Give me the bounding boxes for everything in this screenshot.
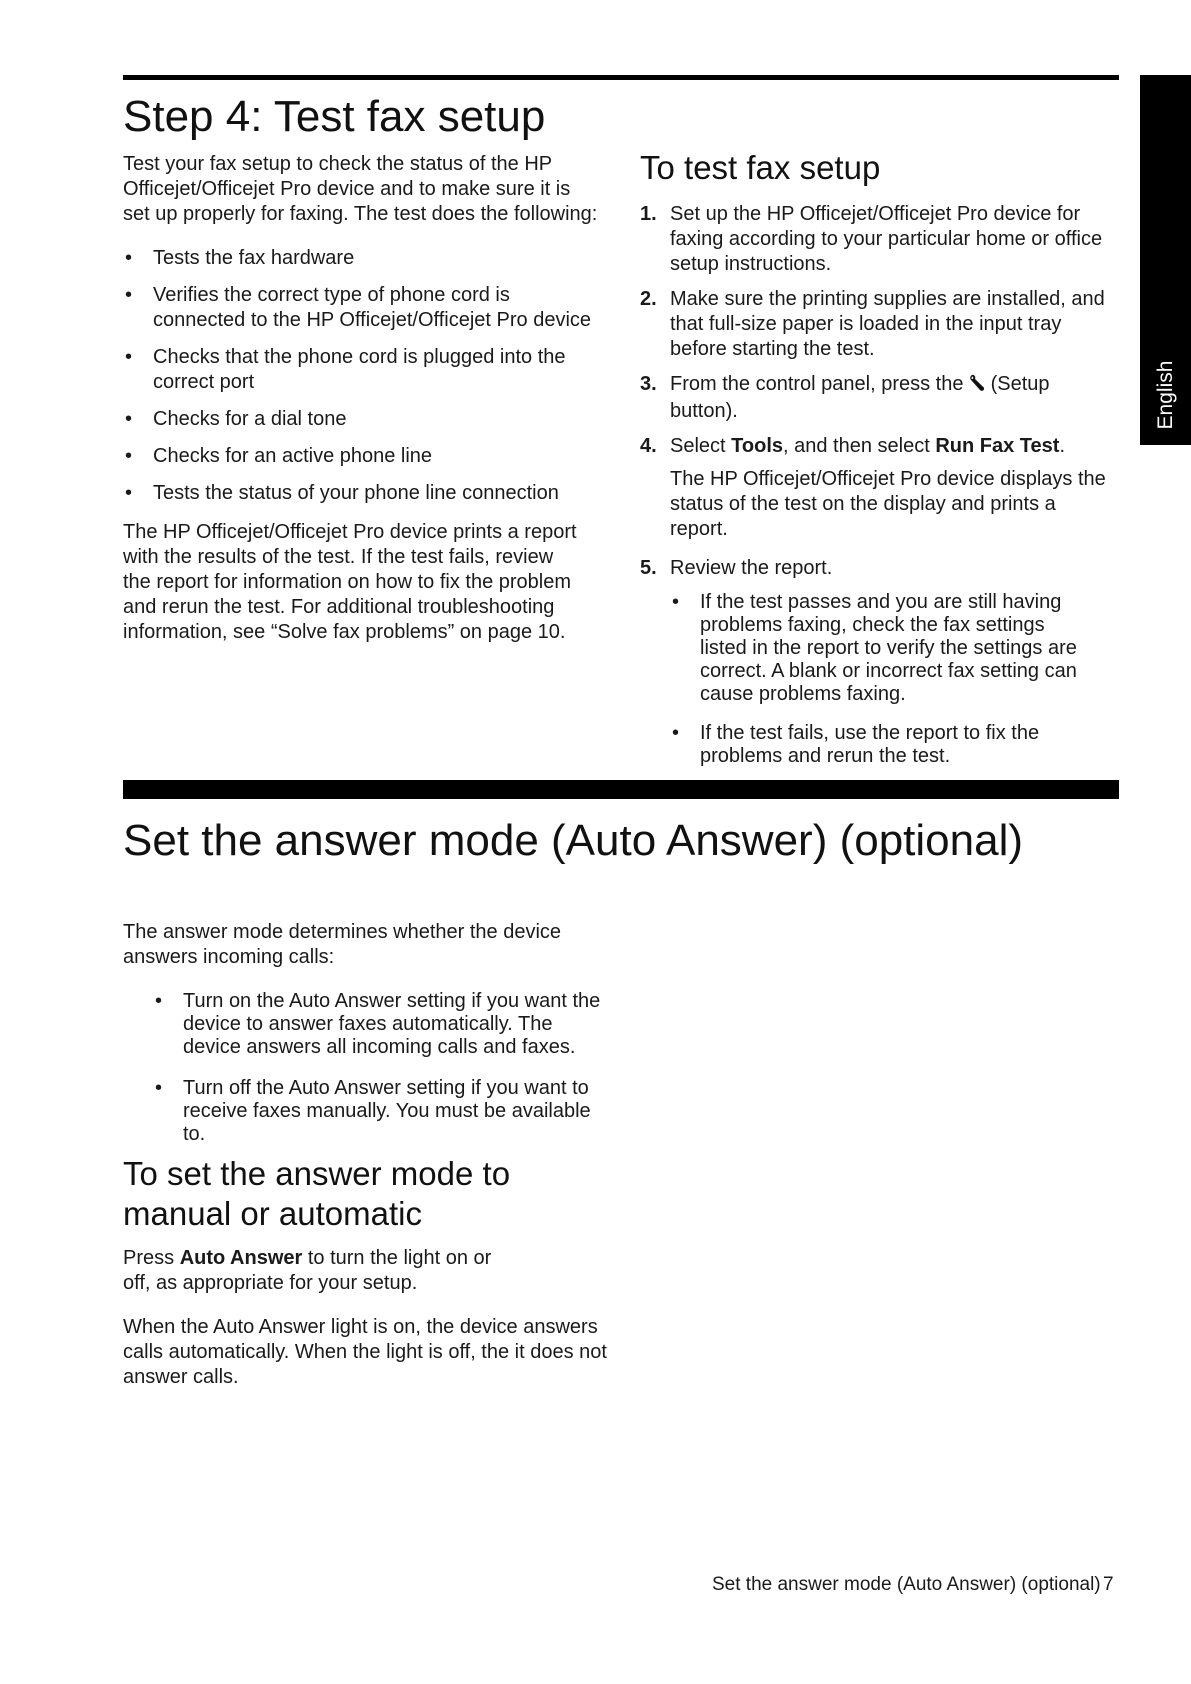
- step-2: [640, 287, 1115, 362]
- step-text-before: From the control panel, press the: [670, 373, 964, 395]
- step-text: Review the report.: [670, 557, 833, 579]
- page-number: 7: [1103, 1574, 1114, 1595]
- step-3: [640, 372, 1115, 424]
- language-tab-label: English: [1153, 360, 1177, 430]
- list-item: • If the test fails, use the report to fix the problems and rerun the test.: [670, 722, 1095, 768]
- section2-closing: When the Auto Answer light is on, the device answers calls automatically. When the light is off, the it does not answer calls.: [123, 1316, 607, 1388]
- step-1: [640, 202, 1115, 277]
- run-fax-test-label: Run Fax Test: [935, 435, 1060, 457]
- step-text: .: [1059, 435, 1065, 457]
- list-item: • If the test passes and you are still having problems faxing, check the fax settings listed in the report to verify the settings are correct. A blank or incorrect fax setting can cause problems faxing.: [670, 591, 1095, 706]
- instruction-suffix: to turn the light on or off, as appropriate for your setup.: [123, 1247, 492, 1294]
- review-sub-list: [670, 591, 1095, 768]
- tools-menu-label: Tools: [731, 435, 784, 457]
- auto-answer-instruction: [123, 1246, 523, 1296]
- test-steps-list: [640, 202, 1115, 768]
- list-item: • Checks for a dial tone: [123, 407, 603, 432]
- section-rule: [123, 780, 1119, 799]
- list-item: • Turn off the Auto Answer setting if you want to receive faxes manually. You must be available to.: [153, 1077, 613, 1146]
- step-text: Set up the HP Officejet/Officejet Pro device for faxing according to your particular home or office setup instructions.: [670, 203, 1103, 275]
- list-item: • Turn on the Auto Answer setting if you want the device to answer faxes automatically. The device answers all incoming calls and faxes.: [153, 990, 613, 1059]
- step-number: 4.: [640, 435, 657, 457]
- list-item: • Verifies the correct type of phone cord is connected to the HP Officejet/Officejet Pro device: [123, 283, 603, 333]
- section2-intro: The answer mode determines whether the device answers incoming calls:: [123, 921, 562, 968]
- section2-bullet-list: [153, 990, 613, 1146]
- step-number: 2.: [640, 288, 657, 310]
- instruction-prefix: Press: [123, 1247, 180, 1269]
- auto-answer-button-label: Auto Answer: [179, 1247, 303, 1269]
- list-item: • Tests the fax hardware: [123, 246, 603, 271]
- section1-intro: Test your fax setup to check the status of the HP Officejet/Officejet Pro device and to make sure it is set up properly for faxing. The test does the following:: [123, 153, 598, 225]
- step-text: Select: [670, 435, 732, 457]
- step-5: [640, 556, 1115, 768]
- list-item: • Checks for an active phone line: [123, 444, 603, 469]
- step-number: 3.: [640, 373, 657, 395]
- step-text-after: (Setup button).: [670, 373, 1050, 422]
- step-note: The HP Officejet/Officejet Pro device displays the status of the test on the display and prints a report.: [670, 468, 1106, 540]
- step-4: [640, 434, 1115, 542]
- language-tab: [1140, 75, 1191, 445]
- step-text: Make sure the printing supplies are installed, and that full-size paper is loaded in the input tray before starting the test.: [670, 288, 1105, 360]
- list-item: • Tests the status of your phone line connection: [123, 481, 603, 506]
- footer-section-name: Set the answer mode (Auto Answer) (optional): [712, 1574, 1101, 1595]
- test-procedure-title: To test fax setup: [640, 149, 881, 186]
- section2-subtitle: To set the answer mode to manual or automatic: [123, 1155, 511, 1232]
- top-rule: [123, 75, 1119, 80]
- section1-title: Step 4: Test fax setup: [123, 92, 546, 141]
- step-text: , and then select: [783, 435, 936, 457]
- step-number: 1.: [640, 203, 657, 225]
- step-number: 5.: [640, 557, 657, 579]
- section1-bullet-list: [123, 246, 603, 506]
- section1-closing: The HP Officejet/Officejet Pro device prints a report with the results of the test. If the test fails, review the report for information on how to fix the problem and rerun the test. For additional troubleshooting information, see “Solve fax problems” on page 10.: [123, 521, 577, 643]
- wrench-icon: [969, 374, 985, 399]
- section2-title: Set the answer mode (Auto Answer) (optional): [123, 816, 1024, 865]
- list-item: • Checks that the phone cord is plugged into the correct port: [123, 345, 603, 395]
